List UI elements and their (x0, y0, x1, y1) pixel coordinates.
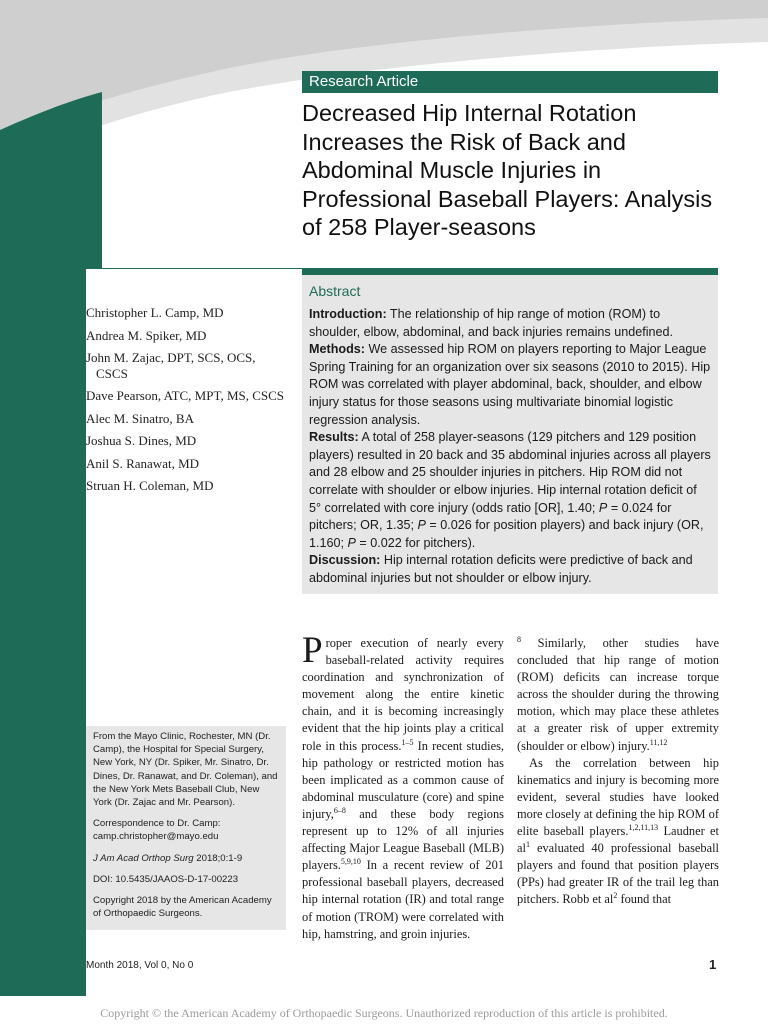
results-text-4: = 0.022 for pitchers). (355, 535, 476, 550)
abstract-methods (309, 341, 711, 429)
body-column-right (517, 635, 719, 909)
reference-marker: 11,12 (649, 737, 668, 747)
body-paragraph (302, 630, 504, 943)
reference-marker: 1,2,11,13 (628, 822, 659, 832)
journal-name: J Am Acad Orthop Surg (93, 852, 194, 864)
body-paragraph (517, 635, 719, 755)
page-number: 1 (709, 957, 717, 972)
citation (93, 852, 280, 865)
p-value-symbol: P (347, 535, 356, 550)
body-text: As the correlation between hip kinematics and injury is becoming more evident, several studies have looked more closely at defining the hip ROM of elite baseball players. (517, 755, 719, 839)
author-name: Joshua S. Dines, MD (86, 433, 197, 448)
reference-marker: 6–8 (333, 805, 346, 815)
abstract-introduction (309, 306, 711, 341)
discussion-text: Hip internal rotation deficits were predictive of back and abdominal injuries but not shoulder or elbow injury. (309, 553, 693, 585)
article-info-sidebar (86, 726, 286, 930)
reference-marker: 1–5 (401, 737, 414, 747)
abstract-panel (302, 275, 718, 594)
body-text: and these body regions represent up to 12% of all injuries affecting Major League Baseball (MLB) players. (302, 806, 504, 873)
body-text: evaluated 40 professional baseball players and found that position players (PPs) had greater IR of the trail leg than pitchers. Robb et al (517, 841, 719, 907)
body-text: In recent studies, hip pathology or restricted motion has been implicated as a common cause of abdominal musculature (core) and spine injury, (302, 738, 504, 821)
p-value-symbol: P (417, 518, 426, 533)
abstract-results (309, 429, 711, 552)
results-label: Results: (309, 430, 359, 445)
reference-marker: 8 (517, 634, 521, 644)
abstract-top-bar (302, 268, 718, 275)
results-text-1: A total of 258 player-seasons (129 pitchers and 129 position players) resulted in 20 back and 35 abdominal injuries across all players and 28 elbow and 25 shoulder injuries in pitchers. Hip ROM did not correlate with shoulder or elbow injuries. Hip internal rotation deficit of 5° correlated with core injury (odds ratio [OR], 1.40; (309, 430, 711, 515)
abstract-discussion (309, 552, 711, 587)
sidebar-copyright: Copyright 2018 by the American Academy of Orthopaedic Surgeons. (93, 895, 272, 920)
doi: DOI: 10.5435/JAAOS-D-17-00223 (93, 873, 239, 885)
results-text-2: = 0.024 for pitchers; OR, 1.35; (309, 500, 672, 533)
copyright-notice: Copyright © the American Academy of Orthopaedic Surgeons. Unauthorized reproduction of this article is prohibited. (100, 1006, 668, 1020)
body-text: roper execution of nearly every baseball-related activity requires coordination and synchronization of movement along the entire kinetic chain, and it is becoming increasingly evident that the hip joints play a critical role in this process. (302, 636, 504, 753)
body-text: found that (617, 892, 672, 907)
methods-text: We assessed hip ROM on players reporting to Major League Spring Training for an organization over six seasons (2010 to 2015). Hip ROM was correlated with player abdominal, back, shoulder, and elbow injury status for those seasons using multivariate binomial logistic regression analysis. (309, 342, 711, 427)
author-name: Alec M. Sinatro, BA (86, 410, 194, 426)
author-name: Dave Pearson, ATC, MPT, MS, CSCS (86, 388, 285, 403)
citation-volume: 2018;0:1-9 (193, 852, 243, 864)
body-text: Laudner et al (517, 824, 719, 856)
correspondence: Correspondence to Dr. Camp: camp.christopher@mayo.edu (93, 818, 221, 843)
body-text: Similarly, other studies have concluded that hip range of motion (ROM) deficits can increase torque across the shoulder during the throwing motion, which may place these athletes at a greater risk of upper extremity (shoulder or elbow) injury. (517, 636, 719, 753)
drop-cap: P (302, 630, 323, 671)
introduction-text: The relationship of hip range of motion (ROM) to shoulder, elbow, abdominal, and back injuries remains undefined. (309, 307, 674, 339)
body-paragraph (517, 755, 719, 909)
abstract-heading: Abstract (309, 283, 361, 299)
reference-marker: 1 (525, 840, 530, 849)
discussion-label: Discussion: (309, 553, 381, 568)
article-title: Decreased Hip Internal Rotation Increases the Risk of Back and Abdominal Muscle Injuries in Professional Baseball Players: Analysis of 258 Player-seasons (302, 100, 713, 240)
p-value-symbol: P (598, 500, 608, 515)
body-column-left (302, 630, 504, 943)
author-name: Christopher L. Camp, MD (86, 305, 224, 320)
methods-label: Methods: (309, 342, 365, 357)
author-name: Struan H. Coleman, MD (86, 478, 214, 493)
reference-marker: 2 (613, 891, 618, 901)
author-name: Anil S. Ranawat, MD (86, 455, 200, 471)
article-type-label: Research Article (302, 71, 718, 93)
reference-marker: 5,9,10 (340, 857, 361, 867)
introduction-label: Introduction: (309, 307, 387, 321)
author-name: John M. Zajac, DPT, SCS, OCS, CSCS (86, 350, 256, 381)
affiliations: From the Mayo Clinic, Rochester, MN (Dr. Camp), the Hospital for Special Surgery, New York, NY (Dr. Spiker, Mr. Sinatro, Dr. Dines, Dr. Ranawat, and Dr. Coleman), and the New York Mets Baseball Club, New York (Dr. Zajac and Mr. Pearson). (93, 731, 278, 809)
author-name: Andrea M. Spiker, MD (86, 327, 207, 343)
issue-info: Month 2018, Vol 0, No 0 (86, 960, 194, 971)
results-text-3: = 0.026 for position players) and back injury (OR, 1.160; (309, 518, 704, 550)
body-text: In a recent review of 201 professional baseball players, decreased hip internal rotation (IR) and total range of motion (TROM) were correlated with hip, hamstring, and groin injuries. (302, 858, 504, 941)
author-list (86, 305, 286, 501)
